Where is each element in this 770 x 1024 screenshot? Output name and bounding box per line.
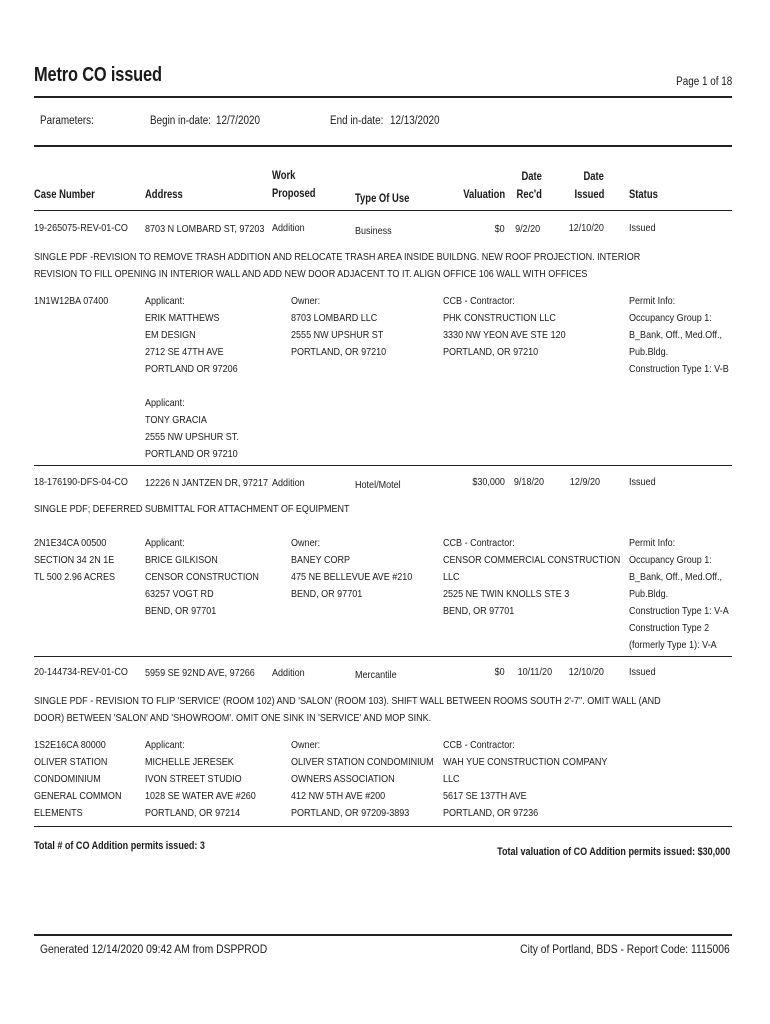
contractor-block: CCB - Contractor: PHK CONSTRUCTION LLC 3330 NW YEON AVE STE 120 PORTLAND, OR 97210 [443,295,566,358]
col-type-of-use: Type Of Use [355,193,410,205]
description-line1: SINGLE PDF - REVISION TO FLIP 'SERVICE' (ROOM 102) AND 'SALON' (ROOM 103). SHIFT WALL BETWEEN ROOMS SOUTH 2'-7". OMIT WALL (AND [34,695,661,707]
work-proposed: Addition [272,222,305,234]
contractor-block: CCB - Contractor: WAH YUE CONSTRUCTION COMPANY LLC 5617 SE 137TH AVE PORTLAND, OR 97236 [443,739,608,819]
parameters-label: Parameters: [40,115,94,127]
col-date-issued-line2: Issued [574,189,604,201]
date-received: 9/18/20 [513,476,544,488]
applicant-block: Applicant: MICHELLE JERESEK IVON STREET STUDIO 1028 SE WATER AVE #260 PORTLAND, OR 97214 [145,739,256,819]
applicant-block: Applicant: BRICE GILKISON CENSOR CONSTRUCTION 63257 VOGT RD BEND, OR 97701 [145,537,259,617]
date-issued: 12/9/20 [569,476,600,488]
col-date-recd-line2: Rec'd [516,189,542,201]
date-issued: 12/10/20 [568,666,604,678]
col-case-number: Case Number [34,189,95,201]
col-date-issued-line1: Date [583,171,604,183]
description-line2: REVISION TO FILL OPENING IN INTERIOR WALL AND ADD NEW DOOR ADJACENT TO IT. ALIGN OFFICE 106 WALL WITH OFFICES [34,268,588,280]
valuation: $0 [494,223,505,235]
property-block: 1S2E16CA 80000 OLIVER STATION CONDOMINIUM GENERAL COMMON ELEMENTS [34,739,122,819]
address: 5959 SE 92ND AVE, 97266 [145,667,255,679]
record-divider [34,465,732,466]
description-line1: SINGLE PDF -REVISION TO REMOVE TRASH ADDITION AND RELOCATE TRASH AREA INSIDE BUILDNG. NEW ROOF PROJECTION. INTERIOR [34,251,641,263]
case-number: 19-265075-REV-01-CO [34,222,128,234]
col-valuation: Valuation [463,189,505,201]
footer-rule [34,934,732,936]
record-divider [34,656,732,657]
applicant2-block: Applicant: TONY GRACIA 2555 NW UPSHUR ST. PORTLAND OR 97210 [145,397,239,460]
report-code: City of Portland, BDS - Report Code: 1115006 [520,942,730,956]
column-header-rule [34,210,732,211]
header-rule [34,96,732,98]
col-work-line1: Work [272,170,296,182]
total-count: Total # of CO Addition permits issued: 3 [34,840,205,852]
type-of-use: Mercantile [355,669,397,681]
valuation: $30,000 [472,476,505,488]
col-work-line2: Proposed [272,188,316,200]
status: Issued [629,476,656,488]
parameters-rule [34,145,732,147]
status: Issued [629,222,656,234]
end-date-value: 12/13/2020 [390,115,440,127]
generated-timestamp: Generated 12/14/2020 09:42 AM from DSPPROD [40,942,268,956]
report-title: Metro CO issued [34,64,162,86]
owner-block: Owner: 8703 LOMBARD LLC 2555 NW UPSHUR ST PORTLAND, OR 97210 [291,295,387,358]
col-status: Status [629,189,658,201]
address: 12226 N JANTZEN DR, 97217 [145,477,268,489]
col-address: Address [145,189,183,201]
total-valuation: Total valuation of CO Addition permits issued: $30,000 [496,846,730,858]
property-id: 1N1W12BA 07400 [34,295,109,307]
work-proposed: Addition [272,477,305,489]
type-of-use: Hotel/Motel [355,479,401,491]
begin-date-value: 12/7/2020 [216,115,261,127]
page-number: Page 1 of 18 [675,76,732,88]
owner-block: Owner: BANEY CORP 475 NE BELLEVUE AVE #210 BEND, OR 97701 [291,537,413,600]
owner-block: Owner: OLIVER STATION CONDOMINIUM OWNERS ASSOCIATION 412 NW 5TH AVE #200 PORTLAND, OR 97209-3893 [291,739,434,819]
date-received: 10/11/20 [517,666,552,678]
address: 8703 N LOMBARD ST, 97203 [145,223,265,235]
property-block: 2N1E34CA 00500 SECTION 34 2N 1E TL 500 2.96 ACRES [34,537,115,583]
type-of-use: Business [355,225,392,237]
begin-date-label: Begin in-date: [150,115,212,127]
status: Issued [629,666,656,678]
case-number: 20-144734-REV-01-CO [34,666,128,678]
contractor-block: CCB - Contractor: CENSOR COMMERCIAL CONSTRUCTION LLC 2525 NE TWIN KNOLLS STE 3 BEND, OR 97701 [443,537,621,617]
date-received: 9/2/20 [514,223,540,235]
work-proposed: Addition [272,667,305,679]
end-date-label: End in-date: [330,115,384,127]
description-line1: SINGLE PDF; DEFERRED SUBMITTAL FOR ATTACHMENT OF EQUIPMENT [34,503,350,515]
permit-info-block: Permit Info: Occupancy Group 1: B_Bank, Off., Med.Off., Pub.Bldg. Construction Type 1: V-A Construction Type 2 (formerly Type 1): V-A [629,537,729,651]
case-number: 18-176190-DFS-04-CO [34,476,128,488]
valuation: $0 [494,666,505,678]
permit-info-block: Permit Info: Occupancy Group 1: B_Bank, Off., Med.Off., Pub.Bldg. Construction Type 1: V-B [629,295,729,375]
description-line2: DOOR) BETWEEN 'SALON' AND 'SHOWROOM'. OMIT ONE SINK IN 'SERVICE' AND MOP SINK. [34,712,432,724]
col-date-recd-line1: Date [521,171,542,183]
date-issued: 12/10/20 [568,222,604,234]
applicant-block: Applicant: ERIK MATTHEWS EM DESIGN 2712 SE 47TH AVE PORTLAND OR 97206 [145,295,238,375]
record-divider [34,826,732,827]
